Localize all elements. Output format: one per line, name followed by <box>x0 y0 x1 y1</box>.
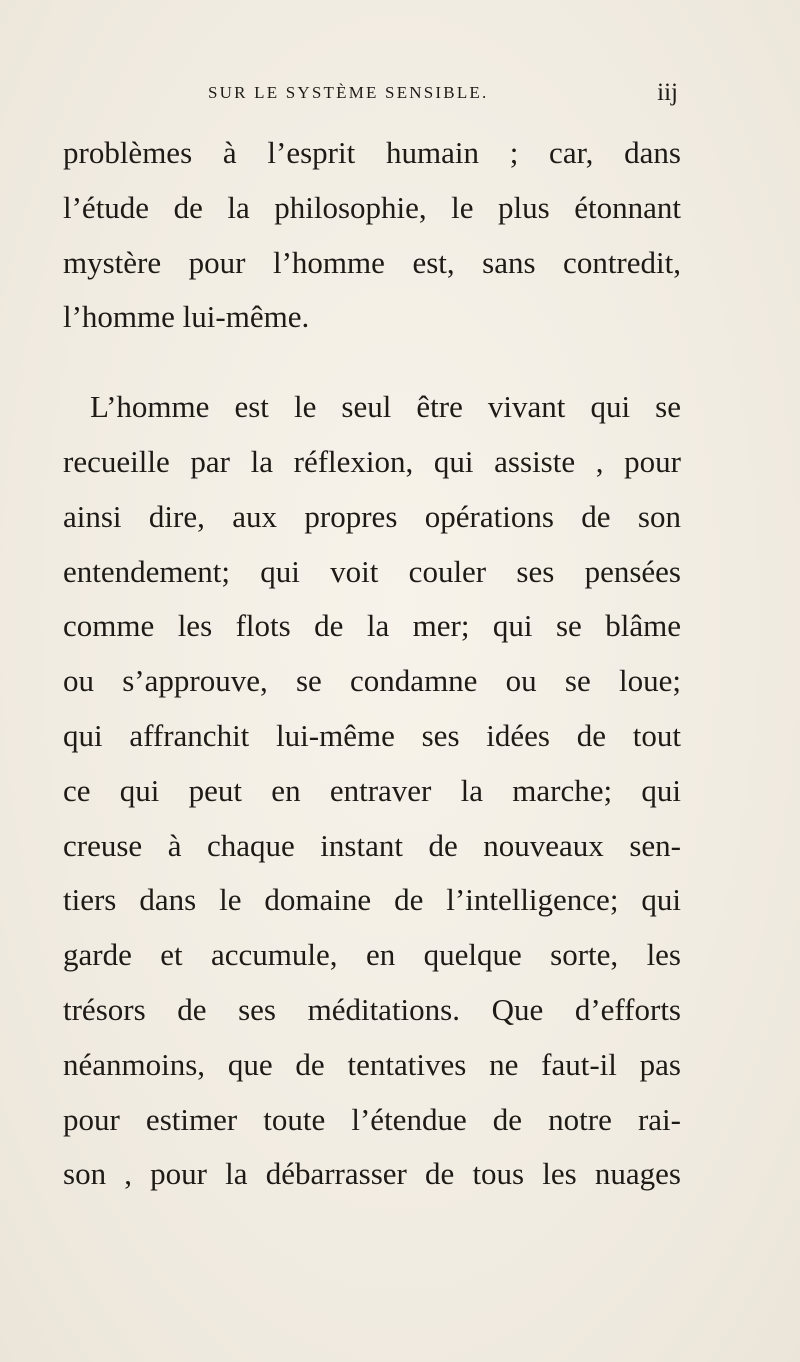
text-line: problèmes à l’esprit humain ; car, dans <box>63 135 681 170</box>
body-text <box>63 126 681 1202</box>
paragraph-spacing <box>63 345 681 380</box>
running-title: SUR LE SYSTÈME SENSIBLE. <box>208 83 489 102</box>
paragraph-2 <box>63 380 681 1202</box>
text-line: L’homme est le seul être vivant qui se <box>90 389 681 425</box>
text-line: trésors de ses méditations. Que d’efforts <box>63 991 681 1027</box>
text-line: qui affranchit lui-même ses idées de tout <box>63 717 681 753</box>
text-line: comme les flots de la mer; qui se blâme <box>63 608 681 644</box>
text-line: ce qui peut en entraver la marche; qui <box>63 772 681 808</box>
text-line: l’étude de la philosophie, le plus étonnant <box>63 189 681 225</box>
text-line: mystère pour l’homme est, sans contredit, <box>63 244 681 280</box>
text-line: ainsi dire, aux propres opérations de son <box>63 498 681 534</box>
page-header <box>208 79 678 111</box>
text-line: ou s’approuve, se condamne ou se loue; <box>63 663 681 699</box>
paragraph-1 <box>63 126 681 345</box>
page-number: iij <box>657 79 678 106</box>
text-line: pour estimer toute l’étendue de notre rai- <box>63 1101 681 1137</box>
text-line: néanmoins, que de tentatives ne faut-il pas <box>63 1046 681 1082</box>
text-line: tiers dans le domaine de l’intelligence; qui <box>63 882 681 918</box>
text-line: entendement; qui voit couler ses pensées <box>63 553 681 589</box>
text-line: son , pour la débarrasser de tous les nuages <box>63 1156 681 1192</box>
text-line: creuse à chaque instant de nouveaux sen- <box>63 827 681 863</box>
text-line: garde et accumule, en quelque sorte, les <box>63 937 681 973</box>
text-line: recueille par la réflexion, qui assiste , pour <box>63 443 681 479</box>
text-line: l’homme lui-même. <box>63 299 310 335</box>
